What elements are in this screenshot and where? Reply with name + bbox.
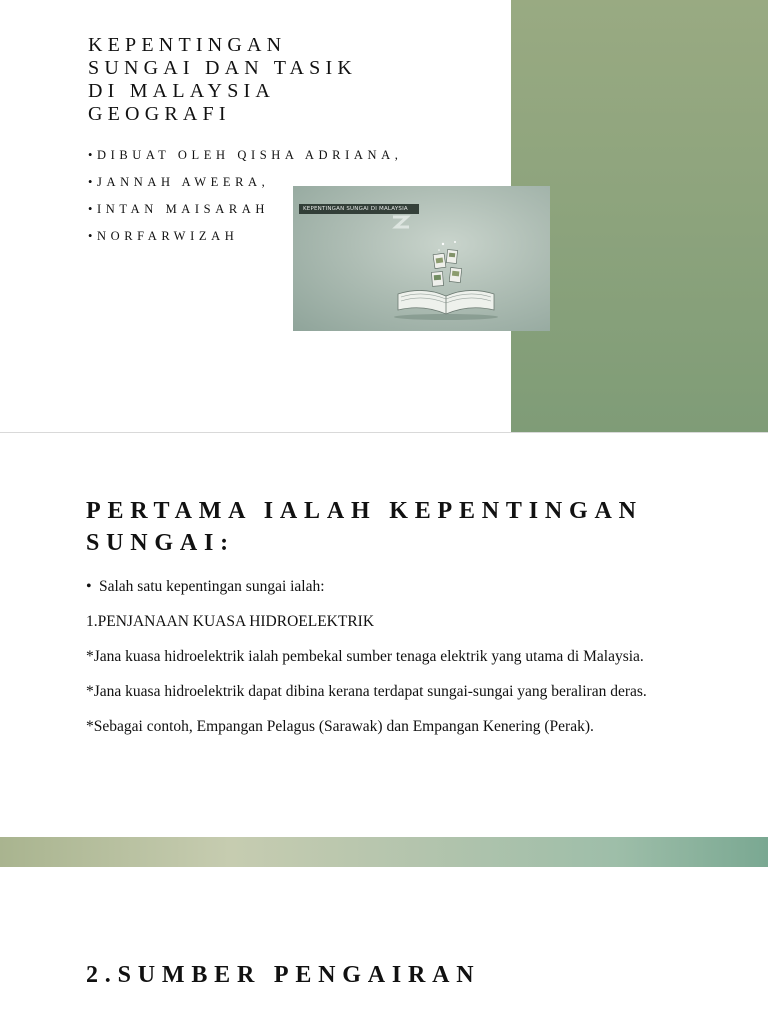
title-line-2: SUNGAI DAN TASIK [88, 57, 358, 79]
slide-heading: 2.SUMBER PENGAIRAN [86, 962, 481, 988]
slide-sumber-pengairan [0, 867, 768, 1024]
title-line-1: KEPENTINGAN [88, 34, 287, 56]
point-heading: 1.PENJANAAN KUASA HIDROELEKTRIK [86, 613, 375, 630]
paragraph: *Jana kuasa hidroelektrik ialah pembekal sumber tenaga elektrik yang utama di Malaysia. [86, 648, 644, 665]
slide-title [0, 0, 768, 432]
open-book-icon [293, 186, 550, 331]
paragraph: *Sebagai contoh, Empangan Pelagus (Sarawak) dan Empangan Kenering (Perak). [86, 718, 594, 735]
decorative-gradient-band [0, 837, 768, 867]
author-item: •NORFARWIZAH [88, 229, 239, 243]
paragraph: *Jana kuasa hidroelektrik dapat dibina kerana terdapat sungai-sungai yang beraliran deras. [86, 683, 647, 700]
thumbnail-caption: KEPENTINGAN SUNGAI DI MALAYSIA [299, 204, 419, 214]
bullet-dot-icon: • [86, 578, 92, 595]
author-item: •INTAN MAISARAH [88, 202, 270, 216]
slide-heading: PERTAMA IALAH KEPENTINGAN SUNGAI: [86, 498, 643, 556]
bullet-item [86, 573, 726, 600]
author-item: •DIBUAT OLEH QISHA ADRIANA, [88, 148, 403, 162]
title-line-4: GEOGRAFI [88, 103, 231, 125]
slide-thumbnail-image [293, 186, 550, 331]
presentation-title [88, 34, 488, 126]
title-line-3: DI MALAYSIA [88, 80, 276, 102]
bullet-text: Salah satu kepentingan sungai ialah: [99, 578, 325, 595]
author-item: •JANNAH AWEERA, [88, 175, 270, 189]
slide-kepentingan-sungai [0, 433, 768, 837]
slide-body [86, 573, 726, 748]
